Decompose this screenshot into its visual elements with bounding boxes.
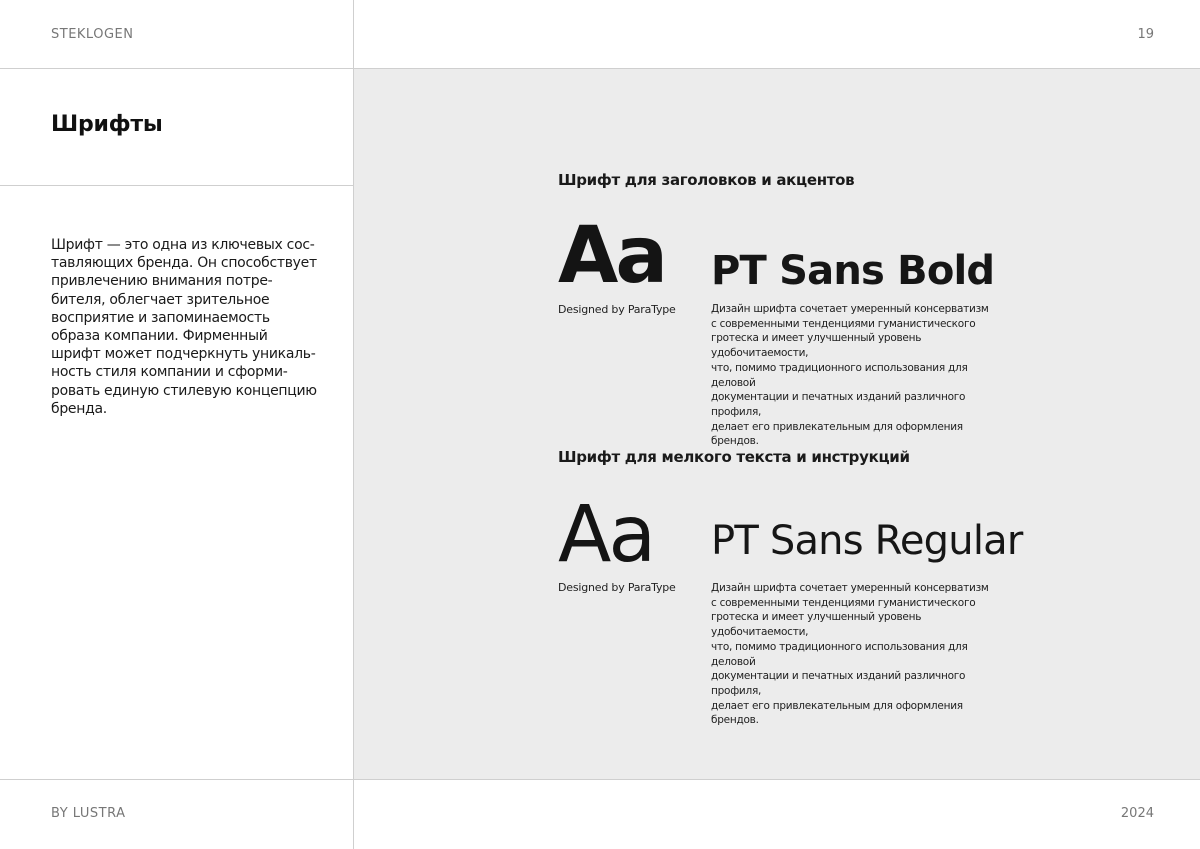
column-divider xyxy=(353,0,354,849)
header-divider xyxy=(0,68,1200,69)
footer-author: BY LUSTRA xyxy=(51,806,126,821)
section-heading: Шрифт для заголовков и акцентов xyxy=(558,171,855,189)
footer-year: 2024 xyxy=(1120,806,1154,821)
font-designer: Designed by ParaType xyxy=(558,303,676,316)
font-section-small-text xyxy=(558,448,910,466)
intro-text: Шрифт — это одна из ключевых сос- тавляющих бренда. Он способствует привлечению внимания потре- бителя, облегчает зрительное восприятие и запоминаемость образа компании. Фирменный шрифт может подчеркнуть уникаль- ность стиля компании и сформи- ровать единую стилевую концепцию бренда. xyxy=(51,237,317,417)
title-divider xyxy=(0,185,353,186)
font-designer: Designed by ParaType xyxy=(558,581,676,594)
font-description: Дизайн шрифта сочетает умеренный консерватизм с современными тенденциями гуманистического гротеска и имеет улучшенный уровень удобочитаемости, что, помимо традиционного использования для деловой документации и печатных изданий различного профиля, делает его привлекательным для оформления брендов. xyxy=(711,303,989,448)
font-name-regular: PT Sans Regular xyxy=(711,518,1023,564)
header-brand: STEKLOGEN xyxy=(51,27,134,42)
font-section-headings xyxy=(558,171,854,189)
font-sample-bold: Aa xyxy=(558,211,666,301)
section-heading: Шрифт для мелкого текста и инструкций xyxy=(558,448,910,466)
page-title: Шрифты xyxy=(51,112,163,137)
font-sample-regular: Aa xyxy=(558,490,654,580)
font-name-bold: PT Sans Bold xyxy=(711,248,995,294)
page-number: 19 xyxy=(1137,27,1154,42)
footer-divider xyxy=(0,779,1200,780)
font-description: Дизайн шрифта сочетает умеренный консерватизм с современными тенденциями гуманистического гротеска и имеет улучшенный уровень удобочитаемости, что, помимо традиционного использования для деловой документации и печатных изданий различного профиля, делает его привлекательным для оформления брендов. xyxy=(711,582,989,727)
